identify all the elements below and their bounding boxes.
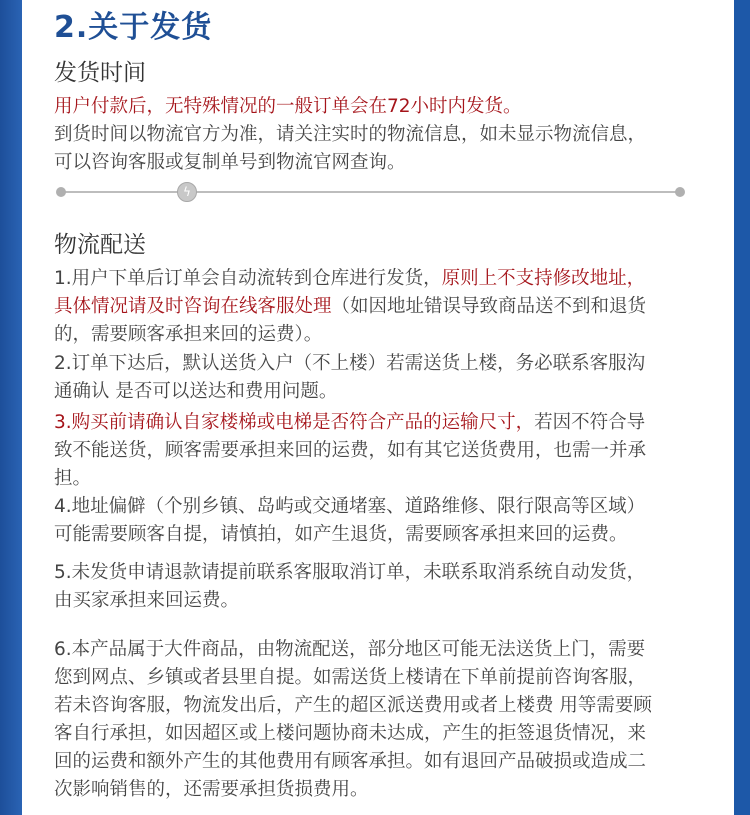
body-text: 6.本产品属于大件商品，由物流配送，部分地区可能无法送货上门，需要	[54, 639, 646, 660]
body-text: 1.用户下单后订单会自动流转到仓库进行发货，	[54, 268, 442, 289]
body-text: 致不能送货，顾客需要承担来回的运费，如有其它送货费用，也需一并承	[54, 440, 647, 461]
text-line	[54, 265, 734, 293]
page-title: 2.关于发货	[54, 10, 213, 45]
text-line	[54, 437, 734, 465]
logistics-item-3	[54, 409, 734, 493]
divider-dot-left	[56, 187, 66, 197]
text-line	[54, 776, 734, 804]
body-text: 若未咨询客服，物流发出后，产生的超区派送费用或者上楼费 用等需要顾	[54, 695, 652, 716]
text-line	[54, 378, 734, 406]
logistics-item-4	[54, 493, 734, 549]
body-text: 若因不符合导	[534, 412, 646, 433]
body-text: 客自行承担，如因超区或上楼问题协商未达成，产生的拒签退货情况，来	[54, 723, 647, 744]
highlight-text: 3.	[54, 412, 72, 433]
body-text: 可以咨询客服或复制单号到物流官网查询。	[54, 152, 406, 173]
text-line	[54, 409, 734, 437]
text-line	[54, 559, 734, 587]
highlight-text: 具体情况请及时咨询在线客服处理	[54, 296, 332, 317]
logistics-item-1	[54, 265, 734, 349]
body-text: 次影响销售的，还需要承担货损费用。	[54, 779, 369, 800]
text-line	[54, 121, 734, 149]
body-text: 由买家承担来回运费。	[54, 590, 240, 611]
logistics-item-6	[54, 636, 734, 804]
body-text: 2.订单下达后，默认送货入户（不上楼）若需送货上楼，务必联系客服沟	[54, 353, 646, 374]
divider	[60, 185, 681, 199]
heading-logistics: 物流配送	[54, 232, 146, 258]
text-line	[54, 664, 734, 692]
text-line	[54, 93, 734, 121]
lightning-icon: ϟ	[177, 182, 197, 202]
body-text: 您到网点、乡镇或者县里自提。如需送货上楼请在下单前提前咨询客服，	[54, 667, 647, 688]
text-line	[54, 293, 734, 321]
text-line	[54, 149, 734, 177]
body-text: 可能需要顾客自提，请慎拍，如产生退货，需要顾客承担来回的运费。	[54, 524, 628, 545]
body-text: 4.地址偏僻（个别乡镇、岛屿或交通堵塞、道路维修、限行限高等区域）	[54, 496, 646, 517]
divider-dot-right	[675, 187, 685, 197]
logistics-item-5	[54, 559, 734, 615]
text-line	[54, 692, 734, 720]
highlight-text: 用户付款后，无特殊情况的一般订单会在72小时内发货。	[54, 96, 522, 117]
body-text: （如因地址错误导致商品送不到和退货	[331, 296, 647, 317]
body-text: 通确认 是否可以送达和费用问题。	[54, 381, 338, 402]
text-line	[54, 720, 734, 748]
text-line	[54, 321, 734, 349]
body-text: 的，需要顾客承担来回的运费）。	[54, 324, 323, 345]
text-line	[54, 636, 734, 664]
body-text: 回的运费和额外产生的其他费用有顾客承担。如有退回产品破损或造成二	[54, 751, 647, 772]
text-line	[54, 465, 734, 493]
body-text: 到货时间以物流官方为准，请关注实时的物流信息，如未显示物流信息，	[54, 124, 647, 145]
text-line	[54, 350, 734, 378]
highlight-text: 购买前请确认自家楼梯或电梯是否符合产品的运输尺寸，	[71, 412, 535, 433]
text-line	[54, 493, 734, 521]
heading-shipping-time: 发货时间	[54, 60, 146, 86]
highlight-text: 原则上不支持修改地址，	[441, 268, 646, 289]
text-line	[54, 521, 734, 549]
body-text: 5.未发货申请退款请提前联系客服取消订单，未联系取消系统自动发货，	[54, 562, 646, 583]
text-line	[54, 587, 734, 615]
shipping-time-text	[54, 93, 734, 177]
logistics-item-2	[54, 350, 734, 406]
text-line	[54, 748, 734, 776]
body-text: 担。	[54, 468, 92, 489]
